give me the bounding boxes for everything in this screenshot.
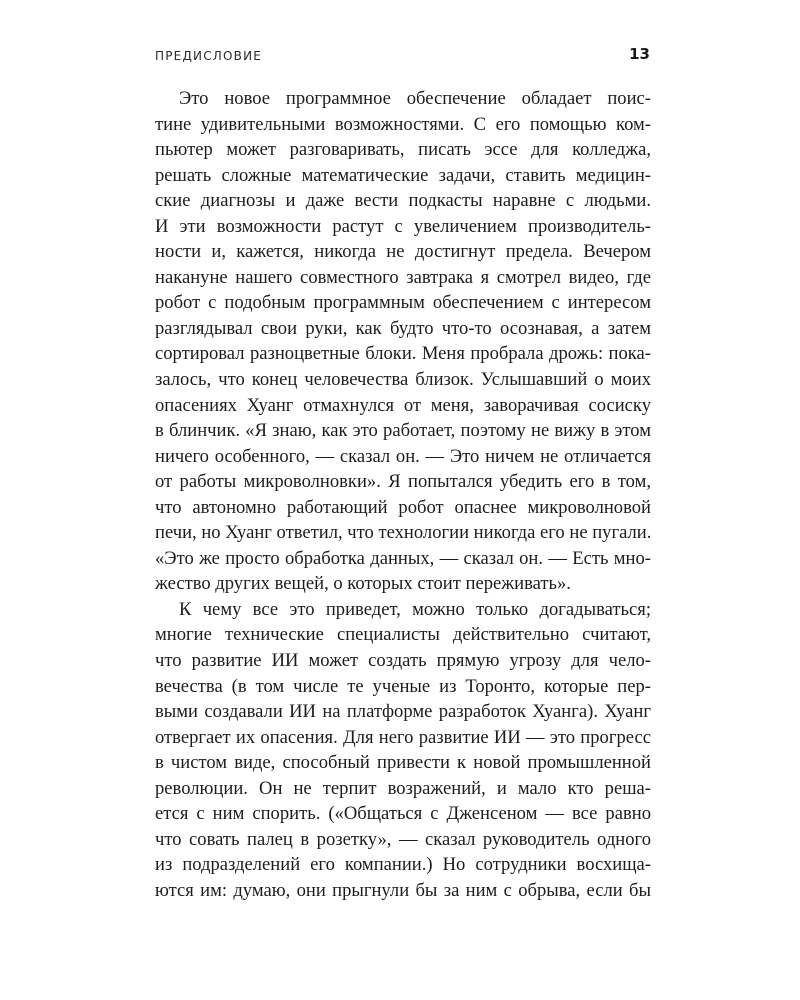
text-line: К чему все это приведет, можно только догадываться; bbox=[179, 598, 651, 620]
text-line: выми создавали ИИ на платформе разработок Хуанга). Хуанг bbox=[155, 701, 651, 723]
text-line: ности и, кажется, никогда не достигнут предела. Вечером bbox=[155, 241, 651, 263]
body-text bbox=[155, 86, 651, 904]
text-line: ется с ним спорить. («Общаться с Дженсеном — все равно bbox=[155, 803, 651, 825]
text-line: отвергает их опасения. Для него развитие ИИ — это прогресс bbox=[155, 726, 651, 748]
text-line: сортировал разноцветные блоки. Меня пробрала дрожь: пока- bbox=[155, 343, 651, 365]
text-line: печи, но Хуанг ответил, что технологии никогда его не пугали. bbox=[155, 522, 652, 544]
text-line: из подразделений его компании.) Но сотрудники восхища- bbox=[155, 854, 651, 876]
text-line: пьютер может разговаривать, писать эссе для колледжа, bbox=[155, 139, 651, 161]
text-line: что автономно работающий робот опаснее микроволновой bbox=[155, 496, 651, 518]
text-line: И эти возможности растут с увеличением производитель- bbox=[155, 215, 651, 237]
text-line: ются им: думаю, они прыгнули бы за ним с обрыва, если бы bbox=[155, 879, 651, 901]
text-line: жество других вещей, о которых стоит переживать». bbox=[155, 573, 571, 595]
text-line: тине удивительными возможностями. С его помощью ком- bbox=[155, 113, 651, 135]
text-line: накануне нашего совместного завтрака я смотрел видео, где bbox=[155, 266, 651, 288]
text-line: «Это же просто обработка данных, — сказал он. — Есть мно- bbox=[155, 547, 651, 569]
text-line: в чистом виде, способный привести к новой промышленной bbox=[155, 752, 651, 774]
text-line: опасениях Хуанг отмахнулся от меня, заворачивая сосиску bbox=[155, 394, 651, 416]
text-line: что совать палец в розетку», — сказал руководитель одного bbox=[155, 828, 651, 850]
running-head-section-title: ПРЕДИСЛОВИЕ bbox=[155, 49, 263, 63]
text-line: решать сложные математические задачи, ставить медицин- bbox=[155, 164, 651, 186]
text-line: залось, что конец человечества близок. Услышавший о моих bbox=[155, 369, 651, 391]
text-line: ничего особенного, — сказал он. — Это ничем не отличается bbox=[155, 445, 651, 467]
text-line: от работы микроволновки». Я попытался убедить его в том, bbox=[155, 471, 651, 493]
text-line: разглядывал свои руки, как будто что-то осознавая, а затем bbox=[155, 317, 651, 339]
text-line: вечества (в том числе те ученые из Торонто, которые пер- bbox=[155, 675, 651, 697]
text-line: Это новое программное обеспечение обладает поис- bbox=[179, 88, 651, 109]
text-line: робот с подобным программным обеспечением с интересом bbox=[155, 292, 651, 314]
text-line: революции. Он не терпит возражений, и мало кто реша- bbox=[155, 777, 651, 799]
text-line: ские диагнозы и даже вести подкасты наравне с людьми. bbox=[155, 190, 651, 212]
text-line: что развитие ИИ может создать прямую угрозу для чело- bbox=[155, 650, 651, 672]
page-number: 13 bbox=[629, 45, 650, 63]
text-line: многие технические специалисты действительно считают, bbox=[155, 624, 651, 646]
text-line: в блинчик. «Я знаю, как это работает, поэтому не вижу в этом bbox=[155, 420, 651, 442]
